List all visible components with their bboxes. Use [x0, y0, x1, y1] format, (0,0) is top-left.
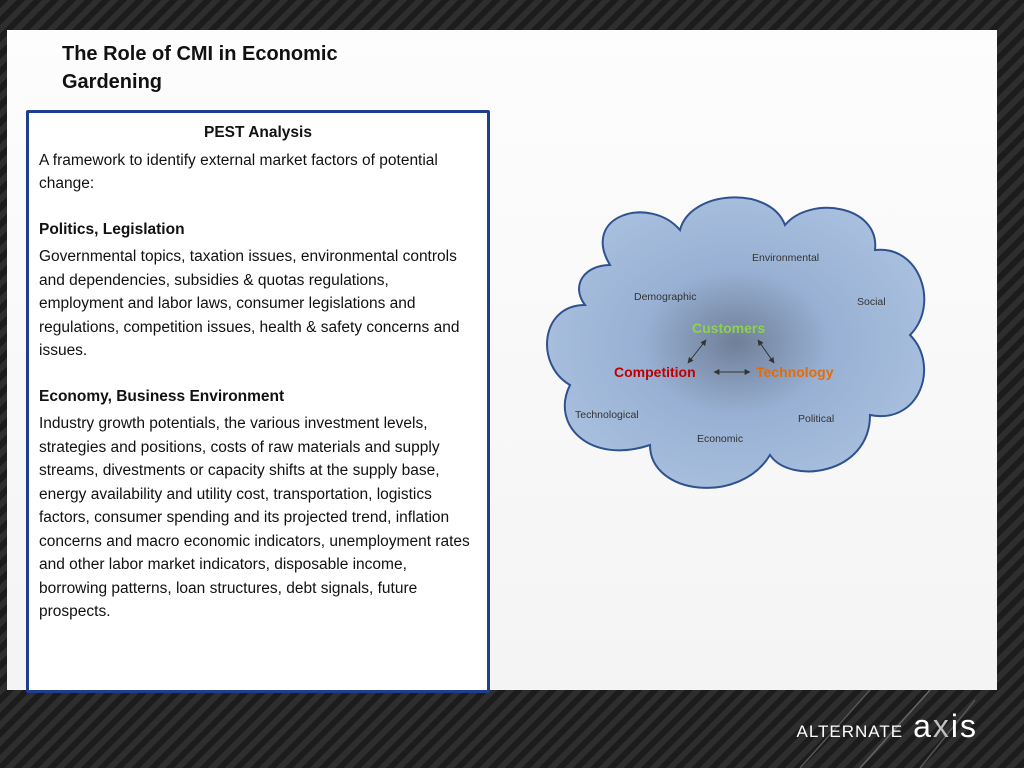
brand-word-axis: axis [913, 708, 978, 744]
pest-intro: A framework to identify external market factors of potential change: [39, 151, 438, 192]
label-technology: Technology [756, 364, 834, 380]
section-heading-economy: Economy, Business Environment [39, 387, 285, 405]
pest-heading: PEST Analysis [204, 124, 312, 141]
label-competition: Competition [614, 364, 696, 380]
label-environmental: Environmental [752, 252, 820, 264]
pest-text-box [26, 110, 490, 693]
label-social: Social [857, 296, 886, 308]
section-body-economy: Industry growth potentials, the various investment levels, strategies and positions, costs of raw materials and supply streams, divestments or capacity shifts at the supply base, energy availability and utility cost, transportation, logistics factors, consumer spending and its projected trend, inflation concerns and macro economic indicators, unemployment rates and other labor market indicators, disposable income, borrowing patterns, loan structures, debt signals, future prospects. [39, 415, 470, 620]
label-technological: Technological [575, 409, 639, 421]
section-heading-politics: Politics, Legislation [39, 220, 185, 238]
brand-word-alternate: ALTERNATE [796, 722, 904, 741]
brand-logo [796, 708, 978, 745]
section-body-politics: Governmental topics, taxation issues, environmental controls and dependencies, subsidies & quotas regulations, employment and labor laws, consumer legislations and regulations, competition issues, health & safety concerns and issues. [39, 248, 460, 359]
label-customers: Customers [692, 320, 766, 336]
label-demographic: Demographic [634, 291, 697, 303]
pest-cloud-diagram [540, 175, 940, 495]
label-political: Political [798, 413, 835, 425]
label-economic: Economic [697, 433, 744, 445]
page-title: The Role of CMI in Economic Gardening [62, 43, 338, 93]
